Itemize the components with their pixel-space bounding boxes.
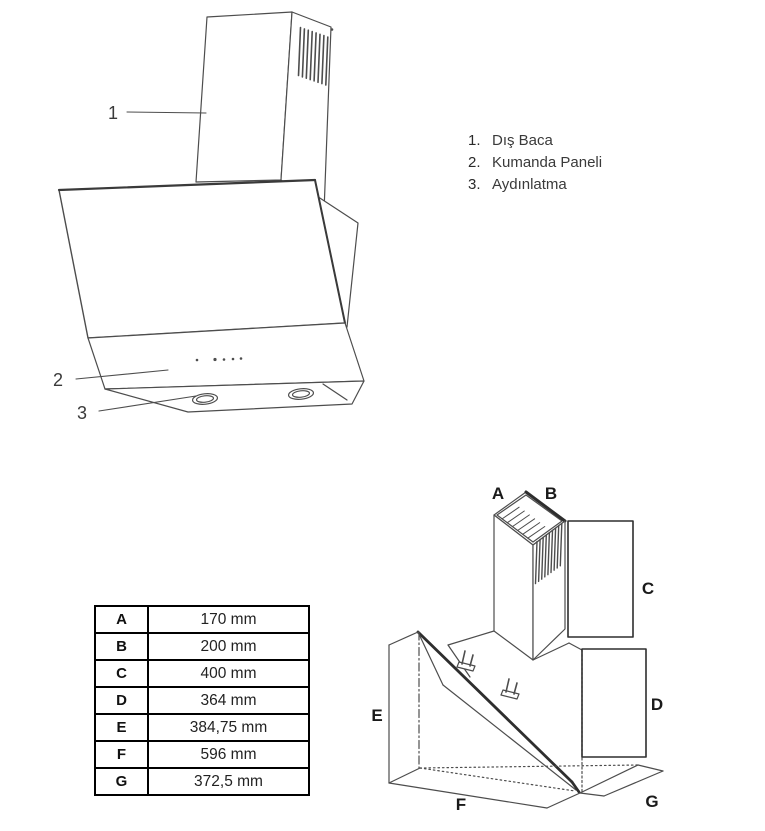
dimension-key: G [95,768,148,795]
dim-e-lines [389,632,420,783]
dimension-key: E [95,714,148,741]
dim-d-bracket [582,649,646,757]
legend-item-label: Kumanda Paneli [492,154,603,171]
legend-item-number: 2. [468,154,481,171]
dimension-key: A [95,606,148,633]
legend-item [468,174,602,196]
table-row [95,714,309,741]
parts-legend [468,130,602,196]
dimension-value: 384,75 mm [148,714,309,741]
mounting-bracket-icon [501,679,519,699]
callout-1: 1 [108,103,119,123]
legend-item-label: Aydınlatma [492,176,567,193]
table-row [95,768,309,795]
hood-illustration [59,12,364,412]
dimension-key: F [95,741,148,768]
dim-body [448,631,582,792]
legend-item-number: 3. [468,176,481,193]
dimension-value: 372,5 mm [148,768,309,795]
dimension-value: 596 mm [148,741,309,768]
dimension-key: B [95,633,148,660]
table-row [95,687,309,714]
dimension-key: D [95,687,148,714]
legend-item-label: Dış Baca [492,132,553,149]
callout-2: 2 [53,370,64,390]
dimension-value: 170 mm [148,606,309,633]
dim-label-b: B [544,484,558,503]
callout-3: 3 [77,403,88,423]
table-row [95,660,309,687]
dim-label-e: E [371,706,383,725]
glass-panel [59,180,345,338]
table-row [95,606,309,633]
dimension-value: 200 mm [148,633,309,660]
screw-dot [331,28,334,31]
dim-label-d: D [650,695,664,714]
dim-label-f: F [455,795,467,814]
legend-item-number: 1. [468,132,481,149]
dimension-key: C [95,660,148,687]
dim-chimney [494,492,565,660]
dimension-value: 364 mm [148,687,309,714]
legend-item [468,130,602,152]
dim-floor [389,765,663,808]
table-row [95,741,309,768]
dim-label-g: G [645,792,659,811]
dim-c-bracket [568,521,633,637]
legend-item [468,152,602,174]
dimension-value: 400 mm [148,660,309,687]
dimensions-table [94,605,310,796]
dim-label-a: A [491,484,505,503]
table-row [95,633,309,660]
dimension-diagram [389,492,663,808]
dim-label-c: C [641,579,655,598]
